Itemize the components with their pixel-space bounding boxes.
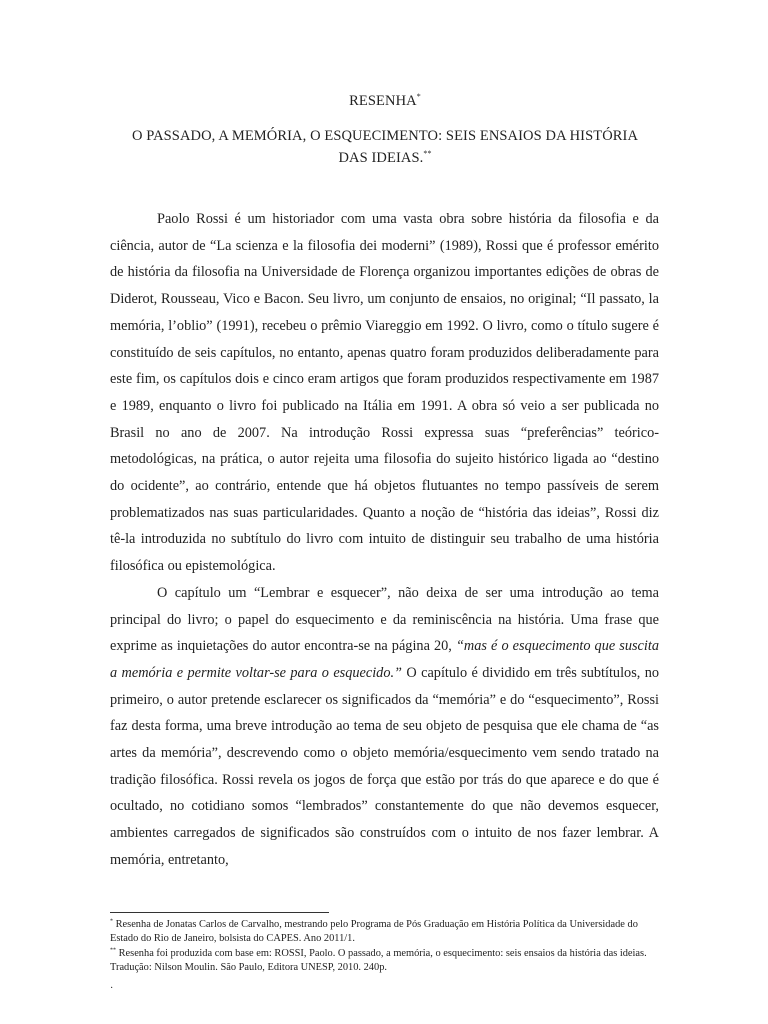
footnote-2-mark: ** bbox=[110, 947, 116, 954]
book-title-line2: DAS IDEIAS. bbox=[338, 150, 424, 166]
footnote-1-text: Resenha de Jonatas Carlos de Carvalho, mestrando pelo Programa de Pós Graduação em História Política da Universidade do Estado do Rio de Janeiro, bolsista do CAPES. Ano 2011/1. bbox=[110, 919, 638, 945]
footnote-3-mark: · bbox=[110, 983, 114, 994]
paragraph-2-quote: “mas é o esquecimento que suscita a memória e permite voltar-se para o esquecido.” bbox=[110, 638, 659, 681]
review-title bbox=[110, 93, 660, 110]
paragraph-1: Paolo Rossi é um historiador com uma vasta obra sobre história da filosofia e da ciência, autor de “La scienza e la filosofia dei moderni” (1989), Rossi que é professor emérito de história da filosofia na Universidade de Florença organizou importantes edições de obras de Diderot, Rousseau, Vico e Bacon. Seu livro, um conjunto de ensaios, no original; “Il passato, la memória, l’oblio” (1991), recebeu o prêmio Viareggio em 1992. O livro, como o título sugere é constituído de seis capítulos, no entanto, apenas quatro foram produzidos deliberadamente para este fim, os capítulos dois e cinco eram artigos que foram produzidos respectivamente em 1987 e 1989, enquanto o livro foi publicado na Itália em 1991. A obra só veio a ser publicada no Brasil no ano de 2007. Na introdução Rossi expressa suas “preferências” teórico-metodológicas, na prática, o autor rejeita uma filosofia do sujeito histórico ligada ao “destino do ocidente”, ao contrário, entende que há objetos flutuantes no tempo passíveis de serem problematizados nas suas particularidades. Quanto a noção de “história das ideias”, Rossi diz tê-la introduzida no subtítulo do livro com intuito de distinguir seu trabalho de uma história filosófica ou epistemológica. bbox=[110, 211, 659, 575]
title-footnote-mark: * bbox=[416, 92, 421, 102]
footnote-2 bbox=[110, 947, 660, 976]
footnote-1 bbox=[110, 918, 660, 947]
footnote-1-mark: * bbox=[110, 918, 113, 925]
paragraph-2 bbox=[110, 580, 659, 874]
book-title-line1: O PASSADO, A MEMÓRIA, O ESQUECIMENTO: SEIS ENSAIOS DA HISTÓRIA bbox=[131, 128, 639, 144]
footnotes bbox=[110, 918, 660, 976]
book-title bbox=[110, 125, 660, 169]
footnote-separator bbox=[110, 912, 329, 913]
subtitle-footnote-mark: ** bbox=[423, 149, 432, 159]
review-body bbox=[110, 206, 659, 874]
review-title-text: RESENHA bbox=[349, 93, 417, 109]
paragraph-2-end: O capítulo é dividido em três subtítulos, no primeiro, o autor pretende esclarecer os significados da “memória” e do “esquecimento”, Rossi faz desta forma, uma breve introdução ao tema de seu objeto de pesquisa que ele chama de “as artes da memória”, descrevendo como o objeto memória/esquecimento vem sendo tratado na tradição filosófica. Rossi revela os jogos de força que estão por trás do que aparece e do que é ocultado, no cotidiano somos “lembrados” constantemente do que não devemos esquecer, ambientes carregados de significados são construídos com o intuito de nos fazer lembrar. A memória, entretanto, bbox=[110, 664, 660, 868]
paragraph-2-start: O capítulo um “Lembrar e esquecer”, não deixa de ser uma introdução ao tema principal do livro; o papel do esquecimento e da reminiscência na história. Uma frase que exprime as inquietações do autor encontra-se na página 20, bbox=[110, 584, 659, 655]
footnote-2-text: Resenha foi produzida com base em: ROSSI, Paolo. O passado, a memória, o esquecimento: seis ensaios da história das ideias. Tradução: Nilson Moulin. São Paulo, Editora UNESP, 2010. 240p. bbox=[110, 947, 647, 974]
